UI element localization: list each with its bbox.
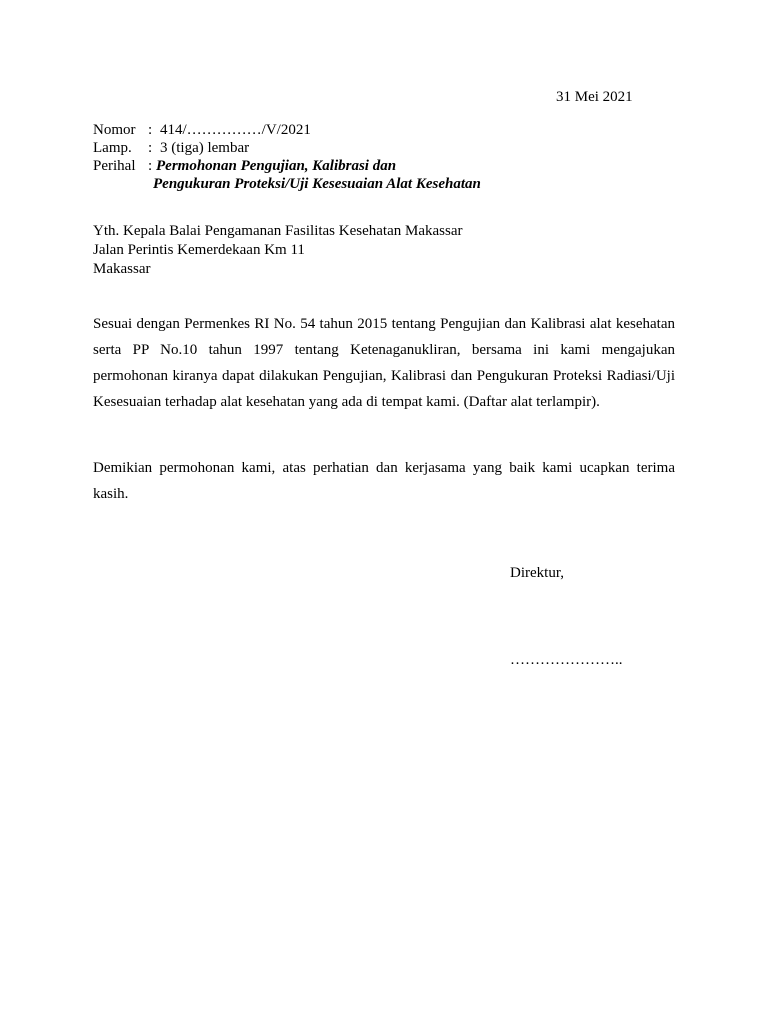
letter-date: 31 Mei 2021 [556, 89, 633, 105]
nomor-label: Nomor [93, 122, 136, 138]
meta-lamp-row [93, 139, 481, 157]
nomor-colon: : [148, 122, 153, 138]
meta-nomor-row [93, 121, 481, 139]
body-paragraph-2: Demikian permohonan kami, atas perhatian dan kerjasama yang baik kami ucapkan terima kasih. [93, 460, 675, 502]
body-paragraph-1: Sesuai dengan Permenkes RI No. 54 tahun 2015 tentang Pengujian dan Kalibrasi alat kesehatan serta PP No.10 tahun 1997 tentang Ketenaganukliran, bersama ini kami mengajukan permohonan kiranya dapat dilakukan Pengujian, Kalibrasi dan Pengukuran Proteksi Radiasi/Uji Kesesuaian terhadap alat kesehatan yang ada di tempat kami. (Daftar alat terlampir). [93, 316, 675, 410]
perihal-colon: : [148, 158, 153, 174]
perihal-value-line1: Permohonan Pengujian, Kalibrasi dan [156, 158, 397, 174]
recipient-line-2: Jalan Perintis Kemerdekaan Km 11 [93, 242, 305, 258]
lamp-colon: : [148, 140, 153, 156]
recipient-block [93, 222, 462, 279]
nomor-value: 414/……………/V/2021 [160, 122, 311, 138]
meta-perihal-row [93, 157, 481, 175]
lamp-value: 3 (tiga) lembar [160, 140, 250, 156]
perihal-value-line2: Pengukuran Proteksi/Uji Kesesuaian Alat Kesehatan [153, 176, 481, 192]
recipient-line-3: Makassar [93, 261, 151, 277]
lamp-label: Lamp. [93, 140, 132, 156]
signature-title: Direktur, [510, 565, 564, 581]
recipient-line-1: Yth. Kepala Balai Pengamanan Fasilitas Kesehatan Makassar [93, 223, 463, 239]
letter-meta [93, 121, 481, 193]
perihal-label: Perihal [93, 158, 136, 174]
signature-name-placeholder: ………………….. [510, 652, 623, 668]
